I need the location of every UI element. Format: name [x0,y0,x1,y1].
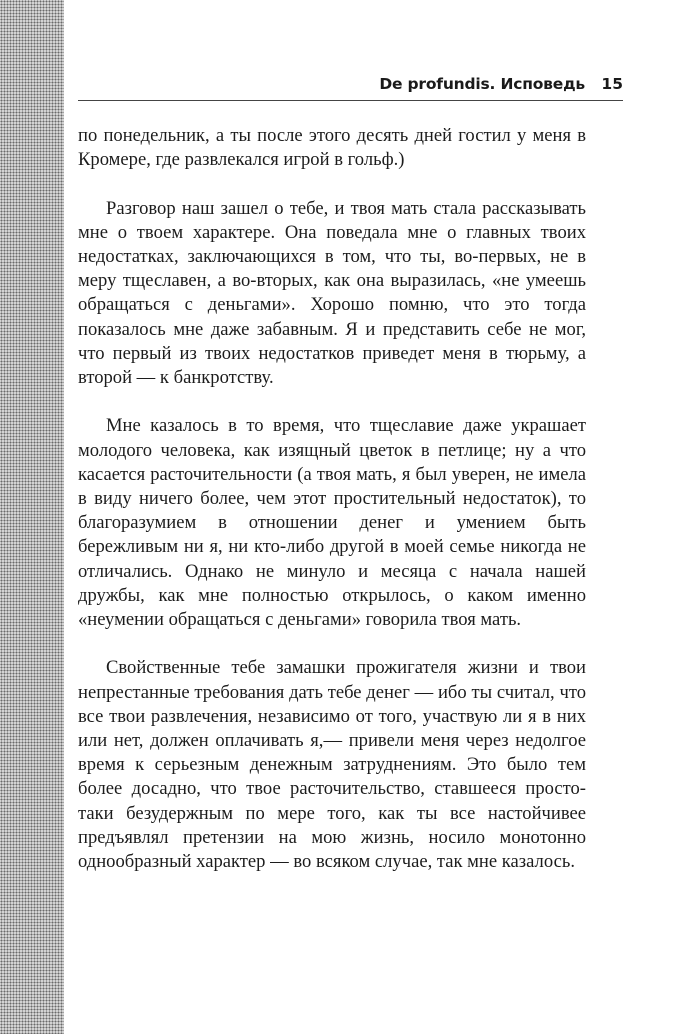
paragraph: Разговор наш зашел о тебе, и твоя мать стала рассказывать мне о твоем характере. Она поведала мне о главных твоих недостатках, заключающихся в том, что ты, во-первых, не в меру тщеславен, а во-вторых, как она выразилась, «не умеешь обращаться с деньгами». Хорошо помню, что это тогда показалось мне даже забавным. Я и представить себе не мог, что первый из твоих недостатков приведет меня в тюрьму, а второй — к банкротству. [78,197,586,389]
paragraph-continuation: по понедельник, а ты после этого десять дней гостил у меня в Кромере, где развлекался игрой в гольф.) [78,125,586,171]
running-header-title: De profundis. Исповедь [379,75,585,93]
page-number: 15 [601,75,623,93]
running-header [78,70,623,101]
paragraph: Мне казалось в то время, что тщеславие даже украшает молодого человека, как изящный цветок в петлице; ну а что касается расточительности (а твоя мать, я был уверен, не имела в виду ничего более, чем этот простительный недостаток), то благоразумием в отношении денег и умением быть бережливым ни я, ни кто-либо другой в моей семье никогда не отличались. Однако не минуло и месяца с начала нашей дружбы, как мне полностью открылось, о каком именно «неумении обращаться с деньгами» говорила твоя мать. [78,415,586,631]
page-edge-halftone [0,0,64,1034]
paragraph: Свойственные тебе замашки прожигателя жизни и твои непрестанные требования дать тебе денег — ибо ты считал, что все твои развлечения, независимо от того, участвую ли я в них или нет, должен оплачивать я,— привели меня через недолгое время к серьезным денежным затруднениям. Это было тем более досадно, что твое расточительство, ставшееся просто-таки безудержным по мере того, как ты все настойчивее предъявлял претензии на мою жизнь, носило монотонно однообразный характер — во всяком случае, так мне казалось. [78,657,586,873]
body-text [78,124,586,874]
